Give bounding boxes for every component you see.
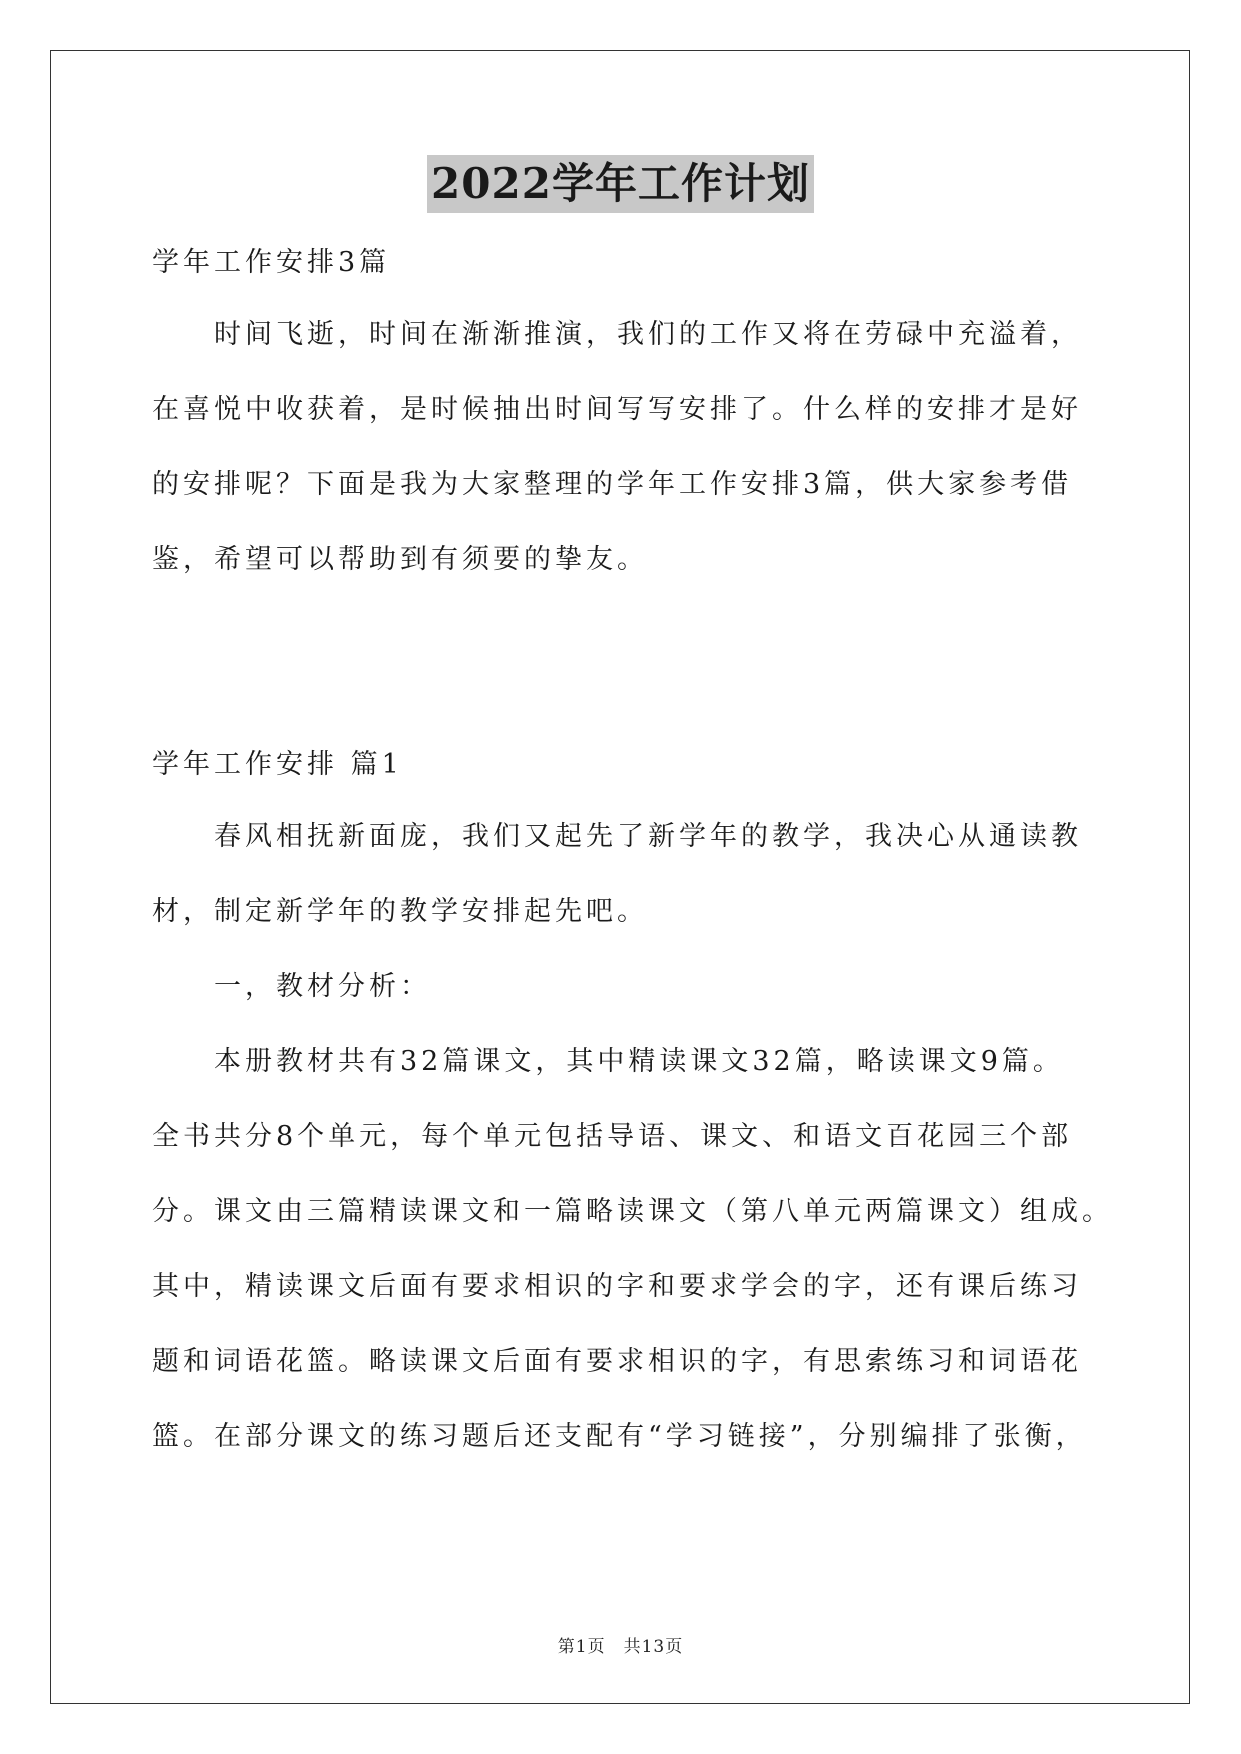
- intro-heading: 学年工作安排3篇: [152, 247, 391, 278]
- page-footer: [0, 1632, 1241, 1657]
- paragraph-line: 题和词语花篮。略读课文后面有要求相识的字，有思索练习和词语花: [152, 1346, 1082, 1377]
- paragraph-line: 篮。在部分课文的练习题后还支配有“学习链接”，分别编排了张衡，: [152, 1421, 1087, 1452]
- subheading: 一，教材分析：: [214, 971, 431, 1002]
- paragraph-line: 时间飞逝，时间在渐渐推演，我们的工作又将在劳碌中充溢着，: [214, 319, 1082, 350]
- paragraph-line: 全书共分8个单元，每个单元包括导语、课文、和语文百花园三个部: [152, 1121, 1073, 1152]
- section-heading: 学年工作安排 篇1: [152, 749, 403, 780]
- document-title: 2022学年工作计划: [427, 155, 814, 213]
- paragraph-line: 鉴，希望可以帮助到有须要的挚友。: [152, 544, 648, 575]
- paragraph-line: 其中，精读课文后面有要求相识的字和要求学会的字，还有课后练习: [152, 1271, 1082, 1302]
- paragraph-line: 材，制定新学年的教学安排起先吧。: [152, 896, 648, 927]
- paragraph-line: 的安排呢？下面是我为大家整理的学年工作安排3篇，供大家参考借: [152, 469, 1073, 500]
- paragraph-line: 春风相抚新面庞，我们又起先了新学年的教学，我决心从通读教: [214, 821, 1082, 852]
- paragraph-line: 在喜悦中收获着，是时候抽出时间写写安排了。什么样的安排才是好: [152, 394, 1082, 425]
- page-total: 共13页: [623, 1637, 684, 1657]
- paragraph-line: 分。课文由三篇精读课文和一篇略读课文（第八单元两篇课文）组成。: [152, 1196, 1113, 1227]
- title-container: [0, 155, 1241, 213]
- page-number: 第1页: [557, 1637, 606, 1657]
- paragraph-line: 本册教材共有32篇课文，其中精读课文32篇，略读课文9篇。: [214, 1046, 1064, 1077]
